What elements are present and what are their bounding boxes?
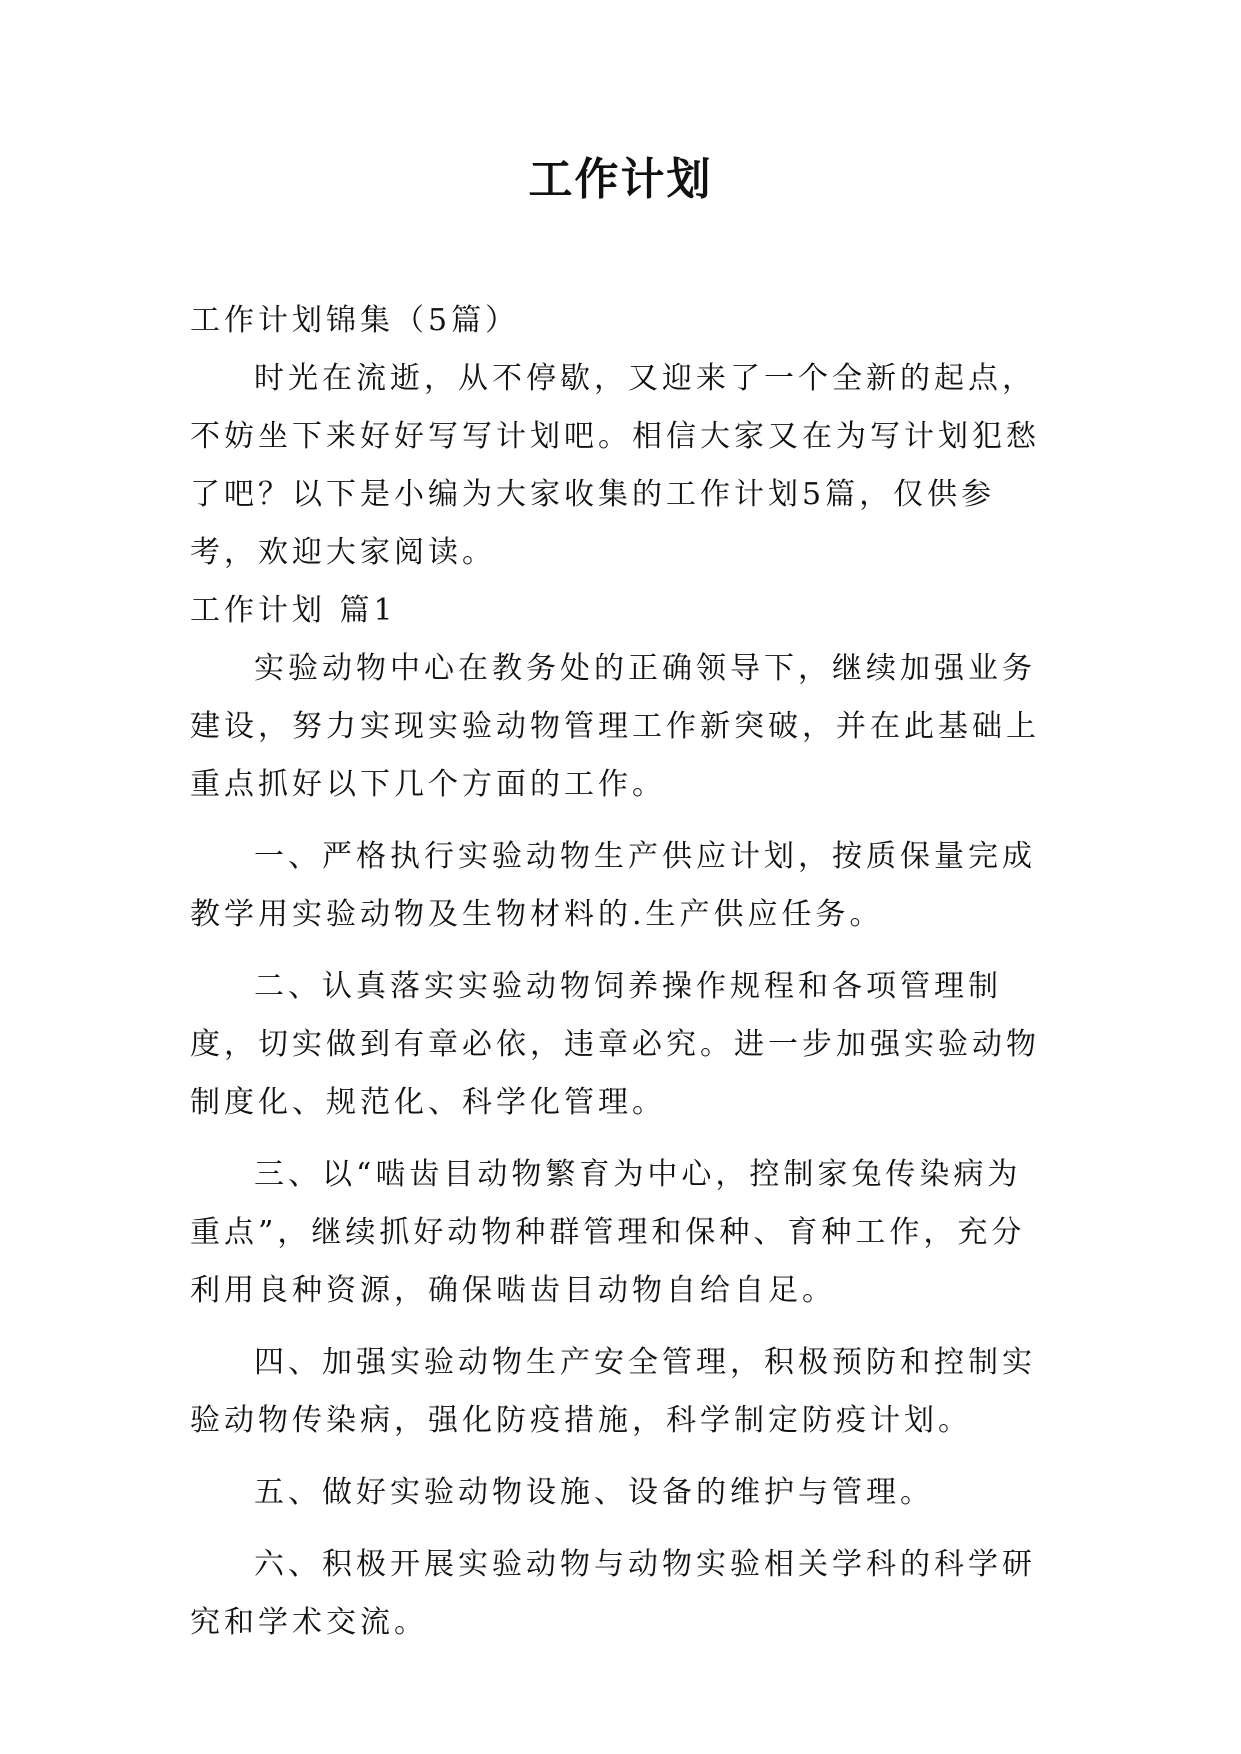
paragraph-overview: 实验动物中心在教务处的正确领导下，继续加强业务建设，努力实现实验动物管理工作新突破，并在此基础上重点抓好以下几个方面的工作。 [190,651,1040,802]
intro-paragraph: 时光在流逝，从不停歇，又迎来了一个全新的起点，不妨坐下来好好写写计划吧。相信大家又在为写计划犯愁了吧？以下是小编为大家收集的工作计划5篇，仅供参考，欢迎大家阅读。 [190,361,1040,570]
paragraph-item-6: 六、积极开展实验动物与动物实验相关学科的科学研究和学术交流。 [190,1547,1036,1640]
section-heading: 工作计划 篇1 [190,593,397,628]
paragraph-item-4: 四、加强实验动物生产安全管理，积极预防和控制实验动物传染病，强化防疫措施，科学制定防疫计划。 [190,1345,1036,1438]
document-body [190,292,1052,1652]
paragraph-item-1: 一、严格执行实验动物生产供应计划，按质保量完成教学用实验动物及生物材料的.生产供应任务。 [190,839,1036,932]
paragraph-item-5: 五、做好实验动物设施、设备的维护与管理。 [254,1475,934,1510]
collection-subtitle: 工作计划锦集（5篇） [190,303,520,338]
paragraph-item-2: 二、认真落实实验动物饲养操作规程和各项管理制度，切实做到有章必依，违章必究。进一步加强实验动物制度化、规范化、科学化管理。 [190,969,1040,1120]
paragraph-item-3: 三、以“啮齿目动物繁育为中心，控制家兔传染病为重点”，继续抓好动物种群管理和保种、育种工作，充分利用良种资源，确保啮齿目动物自给自足。 [190,1157,1026,1308]
document-title: 工作计划 [528,154,713,205]
